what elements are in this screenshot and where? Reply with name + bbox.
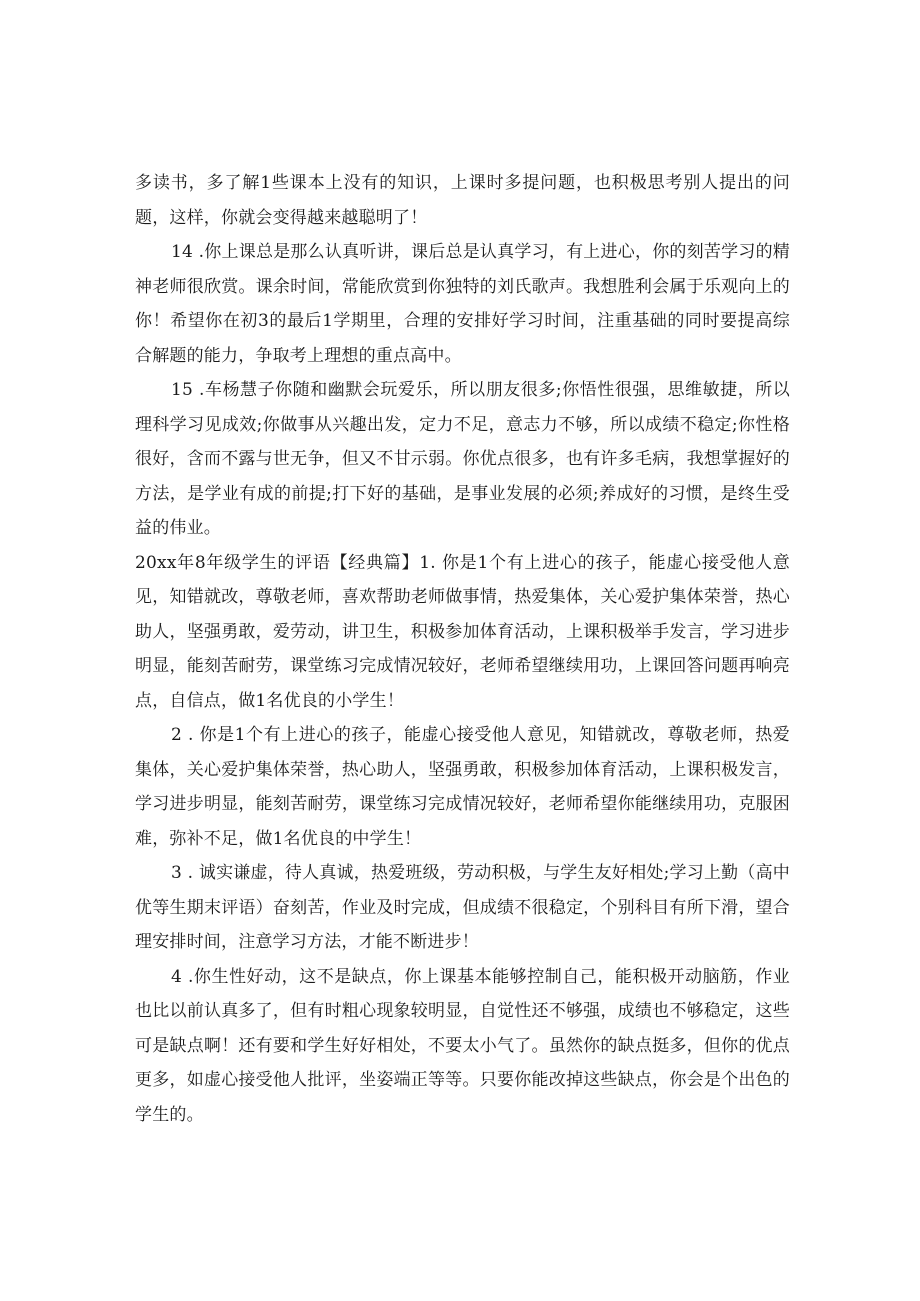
paragraph-15: 15 .车杨慧子你随和幽默会玩爱乐，所以朋友很多;你悟性很强，思维敏捷，所以理科学习见成效;你做事从兴趣出发，定力不足，意志力不够，所以成绩不稳定;你性格很好，含而不露与世无争，但又不甘示弱。你优点很多，也有许多毛病，我想掌握好的方法，是学业有成的前提;打下好的基础，是事业发展的必须;养成好的习惯，是终生受益的伟业。 [135, 380, 790, 538]
paragraph-14: 14 .你上课总是那么认真听讲，课后总是认真学习，有上进心，你的刻苦学习的精神老师很欣赏。课余时间，常能欣赏到你独特的刘氏歌声。我想胜利会属于乐观向上的你！希望你在初3的最后1学期里，合理的安排好学习时间，注重基础的同时要提高综合解题的能力，争取考上理想的重点高中。 [135, 242, 790, 366]
document-body [135, 166, 790, 1132]
paragraph-2: 2 . 你是1个有上进心的孩子，能虚心接受他人意见，知错就改，尊敬老师，热爱集体，关心爱护集体荣誉，热心助人，坚强勇敢，积极参加体育活动，上课积极发言，学习进步明显，能刻苦耐劳，课堂练习完成情况较好，老师希望你能继续用功，克服困难，弥补不足，做1名优良的中学生！ [135, 725, 790, 849]
paragraph-continuation: 多读书，多了解1些课本上没有的知识，上课时多提问题，也积极思考别人提出的问题，这样，你就会变得越来越聪明了！ [135, 173, 790, 228]
paragraph-3: 3 . 诚实谦虚，待人真诚，热爱班级，劳动积极，与学生友好相处;学习上勤（高中优等生期末评语）奋刻苦，作业及时完成，但成绩不很稳定，个别科目有所下滑，望合理安排时间，注意学习方法，才能不断进步！ [135, 863, 790, 952]
section-paragraph-grade8: 20xx年8年级学生的评语【经典篇】1. 你是1个有上进心的孩子，能虚心接受他人意见，知错就改，尊敬老师，喜欢帮助老师做事情，热爱集体，关心爱护集体荣誉，热心助人，坚强勇敢，爱劳动，讲卫生，积极参加体育活动，上课积极举手发言，学习进步明显，能刻苦耐劳，课堂练习完成情况较好，老师希望继续用功，上课回答问题再响亮点，自信点，做1名优良的小学生！ [135, 552, 790, 711]
paragraph-4: 4 .你生性好动，这不是缺点，你上课基本能够控制自己，能积极开动脑筋，作业也比以前认真多了，但有时粗心现象较明显，自觉性还不够强，成绩也不够稳定，这些可是缺点啊！还有要和学生好好相处，不要太小气了。虽然你的缺点挺多，但你的优点更多，如虚心接受他人批评，坐姿端正等等。只要你能改掉这些缺点，你会是个出色的学生的。 [135, 966, 790, 1125]
